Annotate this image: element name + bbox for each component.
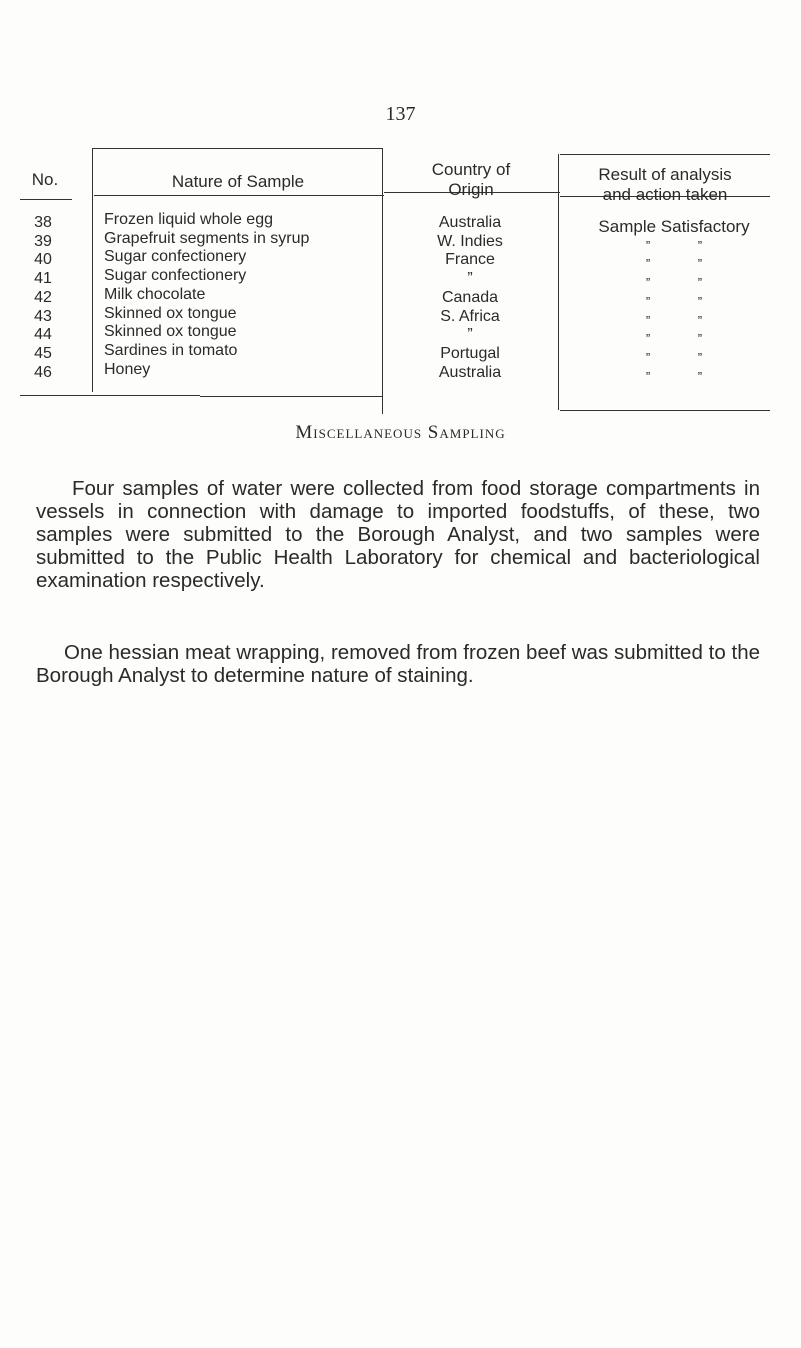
bottom-rule-middle [200,396,382,397]
sample-name: Skinned ox tongue [104,304,237,322]
sample-origin: France [445,251,495,269]
sample-number: 42 [34,288,52,306]
col-divider-1 [92,148,93,392]
sample-result-ditto: ” ” [645,349,725,365]
paragraph-water-samples: Four samples of water were collected from food storage compartments in vessels in connection with damage to imported foodstuffs, of these, two samples were submitted to the Borough Analyst, and two samples were submitted to the Public Health Laboratory for chemical and bacteriological examination respectively. [36,476,760,592]
sample-number: 40 [34,251,52,269]
col-divider-3 [558,154,559,410]
section-title-text: Miscellaneous Sampling [295,422,506,443]
page-number: 137 [385,103,416,125]
sample-origin: Portugal [440,344,500,362]
sample-name: Sugar confectionery [104,267,247,285]
sample-name: Milk chocolate [104,285,206,303]
sample-number: 44 [34,326,52,344]
sample-name: Sardines in tomato [104,341,238,359]
header-rule-nature [94,195,384,196]
sample-name: Sugar confectionery [104,248,247,266]
table-top-rule-left [92,148,382,149]
sample-numbers [20,214,66,382]
header-country-line2: Origin [448,180,494,199]
sample-result-ditto: ” ” [645,368,725,384]
table-top-rule-right [560,154,770,155]
sample-names [104,211,309,379]
bottom-rule-right [560,410,770,411]
sample-number: 46 [34,363,52,381]
sample-origin: Australia [438,214,502,231]
sample-result: Sample Satisfactory [598,217,750,236]
sample-name: Grapefruit segments in syrup [104,229,310,247]
header-nature: Nature of Sample [171,172,305,191]
sample-result-ditto: ” ” [645,293,725,309]
header-country-line1: Country of [431,160,511,179]
bottom-rule-left [20,395,200,396]
sample-origin: ” [467,270,473,288]
section-title [0,422,801,444]
header-rule-no [20,199,72,200]
sample-name: Honey [104,360,151,378]
sample-result-ditto: ” ” [645,312,725,328]
sample-result-ditto: ” ” [645,237,725,253]
sample-origin: W. Indies [437,232,503,250]
sample-results [578,218,770,386]
sampling-table [20,148,770,410]
sample-number: 43 [34,307,52,325]
header-no: No. [31,170,59,189]
sample-result-ditto: ” ” [645,256,725,272]
sample-result-ditto: ” ” [645,275,725,291]
sample-origins [382,214,558,382]
sample-number: 38 [34,214,52,231]
sample-name: Skinned ox tongue [104,323,237,341]
sample-origin: ” [467,326,473,344]
sample-number: 45 [34,344,52,362]
header-result-line2: and action taken [602,185,728,204]
sample-origin: S. Africa [440,307,500,325]
header-result [560,165,770,205]
sample-number: 39 [34,232,52,250]
paragraph-hessian-wrapping: One hessian meat wrapping, removed from frozen beef was submitted to the Borough Analyst to determine nature of staining. [36,640,760,687]
sample-origin: Canada [441,288,499,306]
sample-name: Frozen liquid whole egg [104,211,273,228]
header-country [384,160,558,200]
sample-number: 41 [34,270,52,288]
sample-result-ditto: ” ” [645,331,725,347]
header-result-line1: Result of analysis [598,165,732,184]
sample-origin: Australia [438,363,502,381]
